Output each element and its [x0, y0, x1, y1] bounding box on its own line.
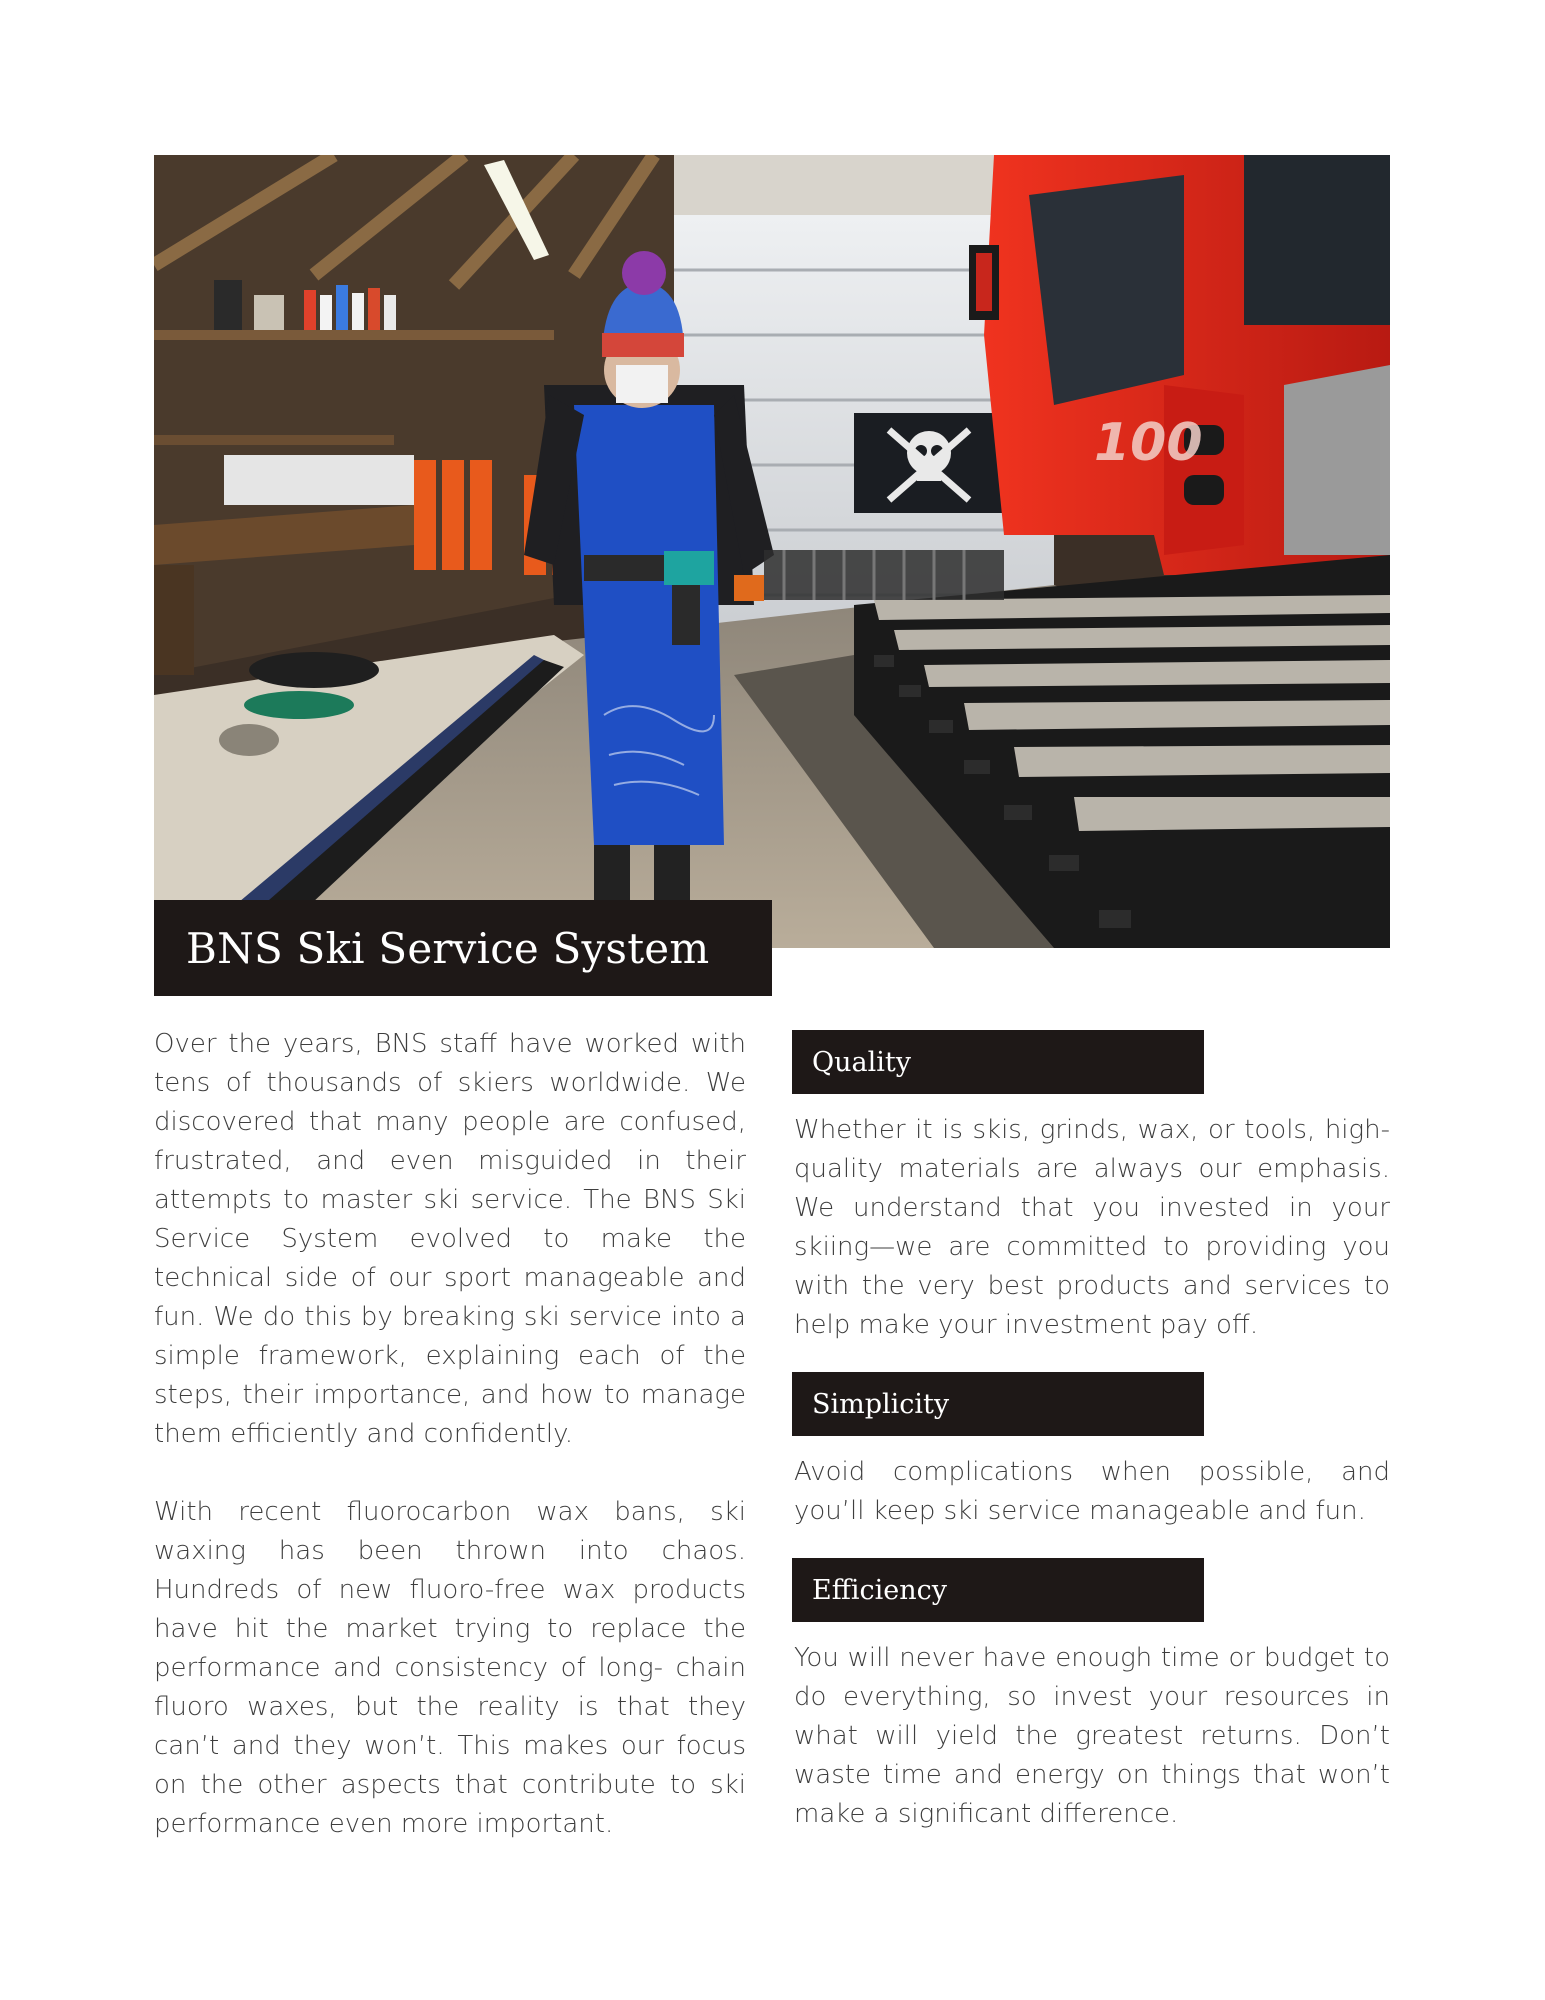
- svg-text:100: 100: [1094, 413, 1203, 473]
- quality-text: Whether it is skis, grinds, wax, or tools, high-quality materials are always our emphasis. We understand that you invested in your skiing—we are committed to providing you with the very best products and services to help make your investment pay off.: [794, 1115, 1390, 1340]
- page-title: BNS Ski Service System: [186, 923, 710, 973]
- drill-icon: [664, 551, 714, 585]
- efficiency-text: You will never have enough time or budget to do everything, so invest your resources in what will yield the greatest returns. Don’t waste time and energy on things that won’t make a significant difference.: [794, 1643, 1390, 1829]
- skull-crossbones-flag-icon: [854, 413, 1004, 513]
- title-bar: [154, 900, 772, 996]
- simplicity-text: Avoid complications when possible, and you’ll keep ski service manageable and fun.: [794, 1457, 1390, 1526]
- principles-column: [794, 1030, 1390, 1834]
- snowcat-vehicle: [969, 155, 1390, 575]
- brush-icon: [249, 652, 379, 688]
- fluoro-paragraph: With recent fluorocarbon wax bans, ski waxing has been thrown into chaos. Hundreds of new fluoro-free wax products have hit the market trying to replace the performance and consistency of long- chain fluoro waxes, but the reality is that they can’t and they won’t. This makes our focus on the other aspects that contribute to ski performance even more important.: [154, 1497, 746, 1839]
- quality-heading-bar: [792, 1030, 1204, 1094]
- efficiency-heading: Efficiency: [812, 1574, 948, 1606]
- hero-photo: [154, 155, 1390, 948]
- quality-heading: Quality: [812, 1046, 911, 1078]
- intro-column: [154, 1025, 746, 1844]
- simplicity-heading: Simplicity: [812, 1388, 950, 1420]
- efficiency-heading-bar: [792, 1558, 1204, 1622]
- intro-paragraph: Over the years, BNS staff have worked with tens of thousands of skiers worldwide. We discovered that many people are confused, frustrated, and even misguided in their attempts to master ski service. The BNS Ski Service System evolved to make the technical side of our sport manageable and fun. We do this by breaking ski service into a simple framework, explaining each of the steps, their importance, and how to manage them efficiently and confidently.: [154, 1029, 746, 1449]
- simplicity-heading-bar: [792, 1372, 1204, 1436]
